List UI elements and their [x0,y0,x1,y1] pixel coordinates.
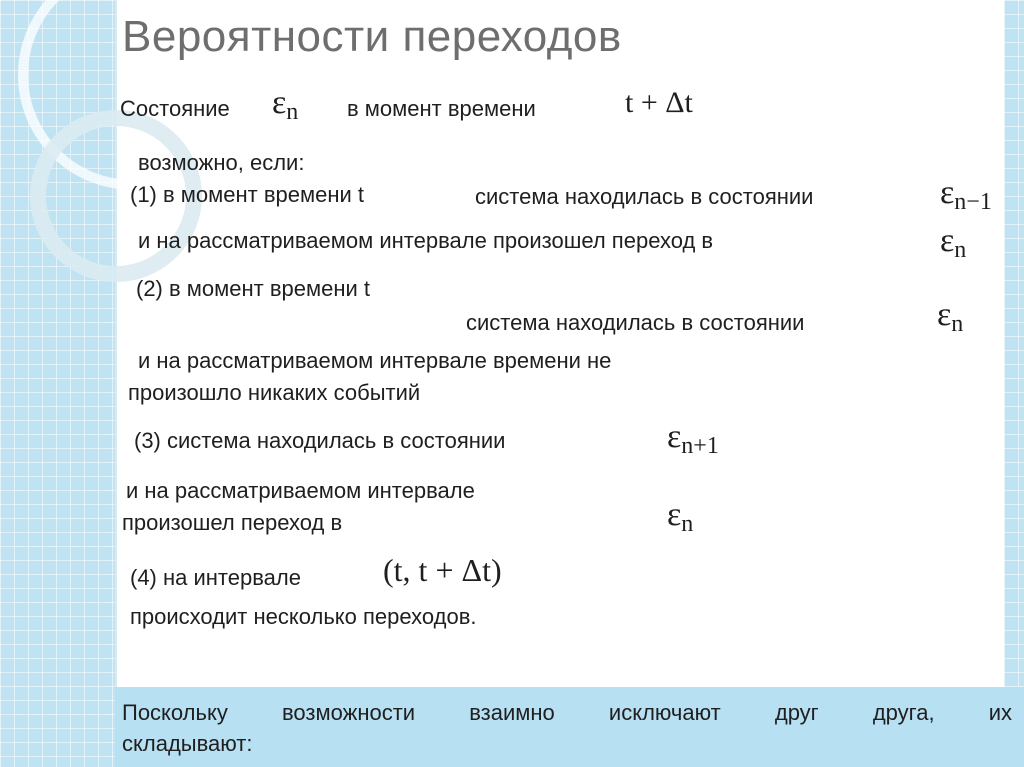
item4-interval-label: (4) на интервале [130,565,301,590]
condition-intro: возможно, если: [138,150,305,175]
item2-time: (2) в момент времени t [136,276,371,301]
interval-expression: (t, t + Δt) [383,552,502,588]
line-state-label: Состояние [120,96,230,121]
item4-multiple-transitions: происходит несколько переходов. [130,604,477,629]
item2-state: система находилась в состоянии [466,310,805,335]
slide-title: Вероятности переходов [122,12,622,61]
decorative-grid-right [1004,0,1024,767]
state-symbol-en-item3: εn [667,496,694,537]
item3-state: (3) система находилась в состоянии [134,428,506,453]
item2-no-events: произошло никаких событий [128,380,421,405]
item2-interval: и на рассматриваемом интервале времени не [138,348,612,373]
time-expression: t + Δt [625,86,693,119]
state-symbol-en-item2: εn [937,296,964,337]
line-moment-label: в момент времени [347,96,536,121]
state-symbol-en-item1: εn [940,222,967,263]
state-symbol-en-plus-1: εn+1 [667,418,719,459]
state-symbol-en-minus-1: εn−1 [940,174,992,215]
summary-line-2: складывают: [122,731,253,756]
item1-state: система находилась в состоянии [475,184,814,209]
item3-transition: произошел переход в [122,510,343,535]
summary-line-1: Поскольку возможности взаимно исключают друг друга, их [122,700,1012,725]
state-symbol-en: εn [272,84,299,125]
item3-interval: и на рассматриваемом интервале [126,478,475,503]
item1-time: (1) в момент времени t [130,182,365,207]
item1-transition: и на рассматриваемом интервале произошел переход в [138,228,714,253]
